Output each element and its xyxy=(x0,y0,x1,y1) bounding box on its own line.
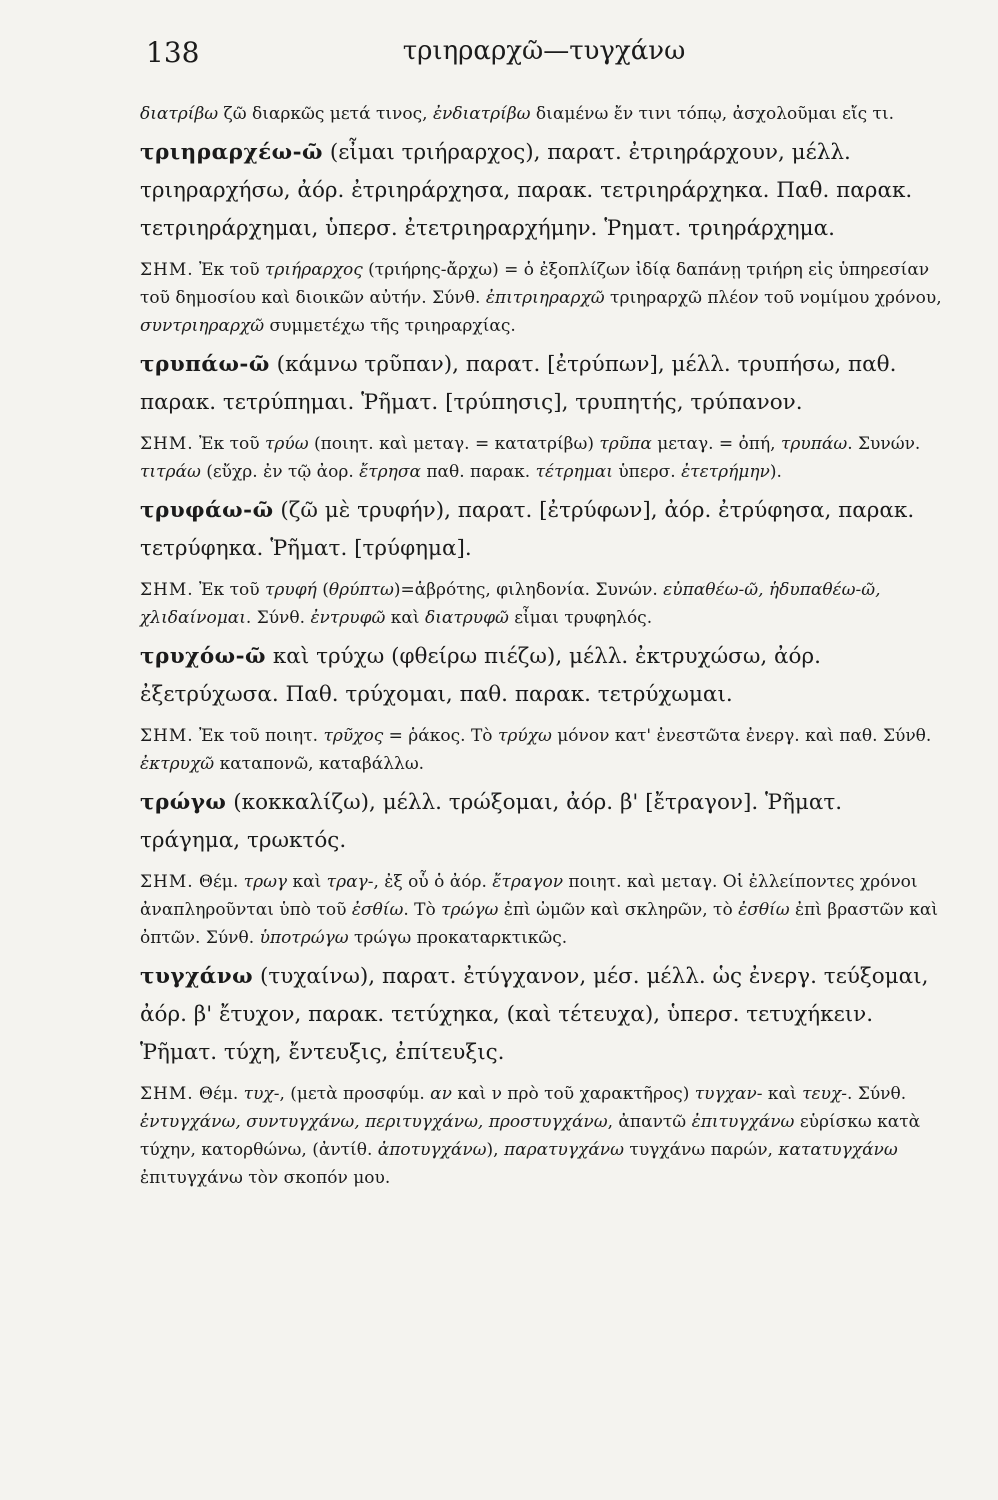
text-run: )=ἁβρότης, φιληδονία. Συνών. xyxy=(393,580,664,600)
italic-term: τυχ- xyxy=(243,1084,280,1104)
text-run: καταπονῶ, καταβάλλω. xyxy=(214,754,425,774)
text-run: ζῶ διαρκῶς μετά τινος, xyxy=(218,104,433,124)
italic-term: ἐσθίω xyxy=(738,900,790,920)
headword: τρυφάω-ῶ xyxy=(140,498,274,523)
text-run: . Σύνθ. xyxy=(245,608,311,628)
text-run: μόνον κατ' ἐνεστῶτα ἐνεργ. καὶ παθ. Σύνθ. xyxy=(551,726,932,746)
headword: τρυπάω-ῶ xyxy=(140,352,270,377)
text-run: ἐπιτυγχάνω τὸν σκοπόν μου. xyxy=(140,1168,391,1188)
text-run: τριηραρχῶ πλέον τοῦ νομίμου χρόνου, xyxy=(604,288,942,308)
italic-term: συντριηραρχῶ xyxy=(140,316,265,336)
text-run: , ἀπαντῶ xyxy=(607,1112,692,1132)
text-run: ( xyxy=(316,580,329,600)
text-run: Ἐκ τοῦ xyxy=(193,434,265,454)
italic-term: τρυπάω xyxy=(780,434,848,454)
italic-term: εὐπαθέω-ῶ, ἡδυπαθέω-ῶ, χλιδαίνομαι xyxy=(140,580,881,628)
text-run: παθ. παρακ. xyxy=(420,462,536,482)
entry-paragraph xyxy=(140,492,948,568)
italic-term: τρύω xyxy=(264,434,309,454)
text-run: (κάμνω τρῦπαν), παρατ. [ἐτρύπων], μέλλ. τρυπήσω, παθ. παρακ. τετρύπημαι. Ῥῆματ. [τρύπησις], τρυπητής, τρύπανον. xyxy=(140,352,897,415)
italic-term: τρώγω xyxy=(441,900,499,920)
italic-term: ἐντρυφῶ xyxy=(310,608,386,628)
note-label: ΣΗΜ. xyxy=(140,260,194,280)
text-run: ἐπὶ βραστῶν καὶ ὀπτῶν. Σύνθ. xyxy=(140,900,939,948)
text-run: Θέμ. xyxy=(193,872,244,892)
note-label: ΣΗΜ. xyxy=(140,434,194,454)
text-run: . Συνών. xyxy=(847,434,921,454)
headword: τριηραρχέω-ῶ xyxy=(140,140,324,165)
note-paragraph xyxy=(140,576,948,632)
text-run: ποιητ. καὶ μεταγ. Οἱ ἐλλείποντες χρόνοι ἀναπληροῦνται ὑπὸ τοῦ xyxy=(140,872,918,920)
headword: τρώγω xyxy=(140,790,227,815)
italic-term: κατατυγχάνω xyxy=(778,1140,898,1160)
italic-term: ἐτετρήμην xyxy=(681,462,770,482)
note-label: ΣΗΜ. xyxy=(140,726,194,746)
italic-term: θρύπτω xyxy=(328,580,394,600)
text-run: . Σύνθ. xyxy=(847,1084,907,1104)
note-paragraph xyxy=(140,430,948,486)
italic-term: τευχ- xyxy=(802,1084,848,1104)
italic-term: ἀποτυγχάνω xyxy=(377,1140,487,1160)
entry-paragraph xyxy=(140,134,948,248)
text-run: ὑπερσ. xyxy=(612,462,682,482)
text-run: (ζῶ μὲ τρυφήν), παρατ. [ἐτρύφων], ἀόρ. ἐτρύφησα, παρακ. τετρύφηκα. Ῥῆματ. [τρύφημα]. xyxy=(140,498,915,561)
text-run: Ἐκ τοῦ ποιητ. xyxy=(193,726,324,746)
italic-term: τραγ- xyxy=(326,872,374,892)
italic-term: ἐσθίω xyxy=(351,900,404,920)
text-run: καὶ τρύχω (φθείρω πιέζω), μέλλ. ἐκτρυχώσω, ἀόρ. ἐξετρύχωσα. Παθ. τρύχομαι, παθ. παρακ. τετρύχωμαι. xyxy=(140,644,821,707)
note-label: ΣΗΜ. xyxy=(140,580,194,600)
note-paragraph xyxy=(140,868,948,952)
headword: τυγχάνω xyxy=(140,964,254,989)
text-run: (εὔχρ. ἐν τῷ ἀορ. xyxy=(200,462,360,482)
italic-term: ἐκτρυχῶ xyxy=(140,754,215,774)
note-paragraph xyxy=(140,100,948,128)
italic-term: τιτράω xyxy=(140,462,201,482)
italic-term: ὑποτρώγω xyxy=(259,928,349,948)
text-run: Ἐκ τοῦ xyxy=(193,580,265,600)
italic-term: ἔτραγον xyxy=(492,872,564,892)
italic-term: τέτρημαι xyxy=(535,462,613,482)
italic-term: ἐνδιατρίβω xyxy=(432,104,531,124)
dictionary-entries xyxy=(140,100,948,1192)
note-paragraph xyxy=(140,1080,948,1192)
italic-term: τριήραρχος xyxy=(264,260,363,280)
text-run: συμμετέχω τῆς τριηραρχίας. xyxy=(264,316,516,336)
italic-term: διατρυφῶ xyxy=(424,608,509,628)
page-number: 138 xyxy=(146,36,200,69)
text-run: εὑρίσκω κατὰ τύχην, κατορθώνω, (ἀντίθ. xyxy=(140,1112,921,1160)
text-run: μεταγ. = ὀπή, xyxy=(651,434,781,454)
page-header xyxy=(140,36,948,76)
note-paragraph xyxy=(140,722,948,778)
italic-term: ἐπιτυγχάνω xyxy=(691,1112,795,1132)
entry-paragraph xyxy=(140,958,948,1072)
text-run: ). xyxy=(769,462,782,482)
text-run: , ἐξ οὗ ὁ ἀόρ. xyxy=(373,872,493,892)
text-run: εἶμαι τρυφηλός. xyxy=(508,608,653,628)
text-run: . Τὸ xyxy=(403,900,442,920)
text-run: (εἶμαι τριήραρχος), παρατ. ἐτριηράρχουν, μέλλ. τριηραρχήσω, ἀόρ. ἐτριηράρχησα, παρακ. τετριηράρχηκα. Παθ. παρακ. τετριηράρχημαι, ὑπερσ. ἐτετριηραρχήμην. Ῥηματ. τριηράρχημα. xyxy=(140,140,913,241)
italic-term: τρυφή xyxy=(264,580,317,600)
note-label: ΣΗΜ. xyxy=(140,1084,194,1104)
entry-paragraph xyxy=(140,638,948,714)
italic-term: τρῦπα xyxy=(599,434,652,454)
text-run: (τυχαίνω), παρατ. ἐτύγχανον, μέσ. μέλλ. ὡς ἐνεργ. τεύξομαι, ἀόρ. β' ἔτυχον, παρακ. τετύχηκα, (καὶ τέτευχα), ὑπερσ. τετυχήκειν. Ῥῆματ. τύχη, ἔντευξις, ἐπίτευξις. xyxy=(140,964,929,1065)
text-run: Ἐκ τοῦ xyxy=(193,260,265,280)
entry-paragraph xyxy=(140,784,948,860)
italic-term: τρωγ xyxy=(243,872,288,892)
text-run: καὶ xyxy=(762,1084,803,1104)
text-run: ἐπὶ ὠμῶν καὶ σκληρῶν, τὸ xyxy=(498,900,739,920)
text-run: καὶ xyxy=(287,872,327,892)
italic-term: τρύχω xyxy=(497,726,552,746)
text-run: Θέμ. xyxy=(193,1084,244,1104)
text-run: καὶ ν πρὸ τοῦ χαρακτῆρος) xyxy=(451,1084,695,1104)
headword: τρυχόω-ῶ xyxy=(140,644,267,669)
text-run: τυγχάνω παρών, xyxy=(624,1140,779,1160)
entry-paragraph xyxy=(140,346,948,422)
running-head: τριηραρχῶ—τυγχάνω xyxy=(402,36,686,66)
text-run: , (μετὰ προσφύμ. xyxy=(279,1084,431,1104)
italic-term: ἐπιτριηραρχῶ xyxy=(485,288,605,308)
italic-term: τυγχαν- xyxy=(694,1084,763,1104)
note-label: ΣΗΜ. xyxy=(140,872,194,892)
italic-term: τρῦχος xyxy=(323,726,384,746)
note-paragraph xyxy=(140,256,948,340)
text-run: (τριήρης-ἄρχω) = ὁ ἐξοπλίζων ἰδίᾳ δαπάνῃ τριήρη εἰς ὑπηρεσίαν τοῦ δημοσίου καὶ διοικῶν αὐτήν. Σύνθ. xyxy=(140,260,930,308)
text-run: τρώγω προκαταρκτικῶς. xyxy=(348,928,568,948)
text-run: ), xyxy=(486,1140,504,1160)
text-run: διαμένω ἔν τινι τόπῳ, ἀσχολοῦμαι εἴς τι. xyxy=(530,104,895,124)
italic-term: διατρίβω xyxy=(140,104,219,124)
text-run: καὶ xyxy=(385,608,425,628)
italic-term: παρατυγχάνω xyxy=(504,1140,625,1160)
text-run: (κοκκαλίζω), μέλλ. τρώξομαι, ἀόρ. β' [ἔτραγον]. Ῥῆματ. τράγημα, τρωκτός. xyxy=(140,790,843,853)
italic-term: ἐντυγχάνω, συντυγχάνω, περιτυγχάνω, προστυγχάνω xyxy=(140,1112,608,1132)
text-run: = ῥάκος. Τὸ xyxy=(383,726,498,746)
italic-term: ἔτρησα xyxy=(359,462,421,482)
text-run: (ποιητ. καὶ μεταγ. = κατατρίβω) xyxy=(308,434,600,454)
italic-term: αν xyxy=(430,1084,452,1104)
